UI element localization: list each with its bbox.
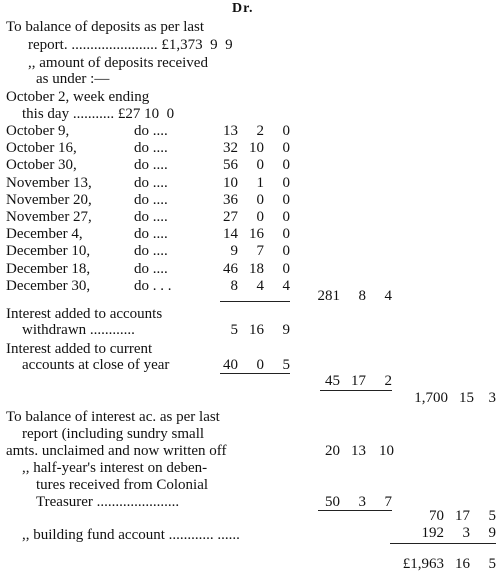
rule-total [390,543,496,544]
interest-withdrawn-pounds: 5 [230,322,238,338]
week-pence: 4 [282,278,290,294]
rule-deposits [220,301,290,302]
week-pounds: 27 [223,209,238,225]
week-pounds: 46 [223,261,238,277]
rule-interest [220,373,290,374]
week-date: October 16, [6,140,77,156]
total-pence: 5 [488,556,496,572]
interest-subtotal-pence: 2 [384,373,392,389]
grand-deposits-shillings: 15 [459,390,474,406]
deposits-subtotal-shillings: 8 [358,288,366,304]
week-do: do .... [134,157,168,173]
interest-current-2: accounts at close of year [22,357,170,373]
week-do: do .... [134,123,168,139]
grand-deposits-pounds: 1,700 [414,390,448,406]
week-date: October 30, [6,157,77,173]
building-fund-pence: 9 [488,525,496,541]
week-date: December 4, [6,226,83,242]
interest-current-pounds: 40 [223,357,238,373]
interest-current-pence: 5 [282,357,290,373]
week-pence: 0 [282,261,290,277]
week-shillings: 2 [256,123,264,139]
line-balance-deposits-1: To balance of deposits as per last [6,19,205,35]
week-shillings: 10 [249,140,264,156]
interest-subtotal-pounds: 45 [325,373,340,389]
debentures-shillings: 3 [358,494,366,510]
week-pounds: 10 [223,175,238,191]
grand-deposits-pence: 3 [488,390,496,406]
debentures-2: tures received from Colonial [36,477,209,493]
balance-interest-2: report (including sundry small [22,426,205,442]
week-shillings: 16 [249,226,264,242]
week-shillings: 1 [256,175,264,191]
line-as-under: as under :— [36,71,110,87]
week-pounds: 56 [223,157,238,173]
debentures-3: Treasurer ...................... [36,494,180,510]
week-pence: 0 [282,157,290,173]
deposits-subtotal-pounds: 281 [317,288,340,304]
week-date: October 9, [6,123,70,139]
week-do: do .... [134,226,168,242]
week-do: do .... [134,175,168,191]
total-shillings: 16 [455,556,470,572]
building-fund-shillings: 3 [462,525,470,541]
week-pounds: 13 [223,123,238,139]
week-do: do .... [134,209,168,225]
interest-withdrawn-pence: 9 [282,322,290,338]
line-amount-deposits: ,, amount of deposits received [28,55,208,71]
balance-interest-shillings: 13 [351,443,366,459]
building-fund-pounds: 192 [421,525,444,541]
week-pounds: 9 [230,243,238,259]
interest-withdrawn-shillings: 16 [249,322,264,338]
week-pence: 0 [282,209,290,225]
interest-withdrawn-2: withdrawn ............ [22,322,135,338]
week-date: December 18, [6,261,91,277]
interest-current-shillings: 0 [256,357,264,373]
week-pence: 0 [282,192,290,208]
week-date: November 13, [6,175,92,191]
line-october-2: October 2, week ending [6,89,150,105]
week-shillings: 7 [256,243,264,259]
week-shillings: 0 [256,157,264,173]
week-pounds: 36 [223,192,238,208]
week-pence: 0 [282,243,290,259]
balance-interest-pounds: 20 [325,443,340,459]
interest-total-pounds: 70 [429,508,444,524]
interest-subtotal-shillings: 17 [351,373,366,389]
interest-total-shillings: 17 [455,508,470,524]
week-pence: 0 [282,123,290,139]
week-do: do .... [134,192,168,208]
week-do: do .... [134,140,168,156]
week-date: November 27, [6,209,92,225]
week-shillings: 18 [249,261,264,277]
interest-withdrawn-1: Interest added to accounts [6,306,163,322]
rule-interest-ac [318,510,392,511]
week-do: do .... [134,243,168,259]
week-date: December 10, [6,243,91,259]
total-pounds: £1,963 [402,556,444,572]
week-pence: 0 [282,140,290,156]
deposits-subtotal-pence: 4 [384,288,392,304]
debentures-1: ,, half-year's interest on deben- [22,460,208,476]
week-pounds: 8 [230,278,238,294]
week-pence: 0 [282,175,290,191]
balance-interest-pence: 10 [379,443,394,459]
balance-interest-1: To balance of interest ac. as per last [6,409,220,425]
debentures-pence: 7 [384,494,392,510]
week-shillings: 0 [256,209,264,225]
week-shillings: 0 [256,192,264,208]
week-pounds: 32 [223,140,238,156]
week-do: do .... [134,261,168,277]
line-this-day: this day ........... £27 10 0 [22,106,175,122]
week-shillings: 4 [256,278,264,294]
building-fund: ,, building fund account ............ ...... [22,527,240,543]
week-date: November 20, [6,192,92,208]
week-date: December 30, [6,278,91,294]
balance-interest-3: amts. unclaimed and now written off [6,443,227,459]
debentures-pounds: 50 [325,494,340,510]
week-do: do . . . [134,278,172,294]
rule-subtotals [320,390,392,391]
interest-current-1: Interest added to current [6,341,153,357]
debit-header: Dr. [232,1,254,16]
interest-total-pence: 5 [488,508,496,524]
week-pounds: 14 [223,226,238,242]
line-balance-deposits-2: report. ....................... £1,373 9 9 [28,37,233,53]
week-pence: 0 [282,226,290,242]
